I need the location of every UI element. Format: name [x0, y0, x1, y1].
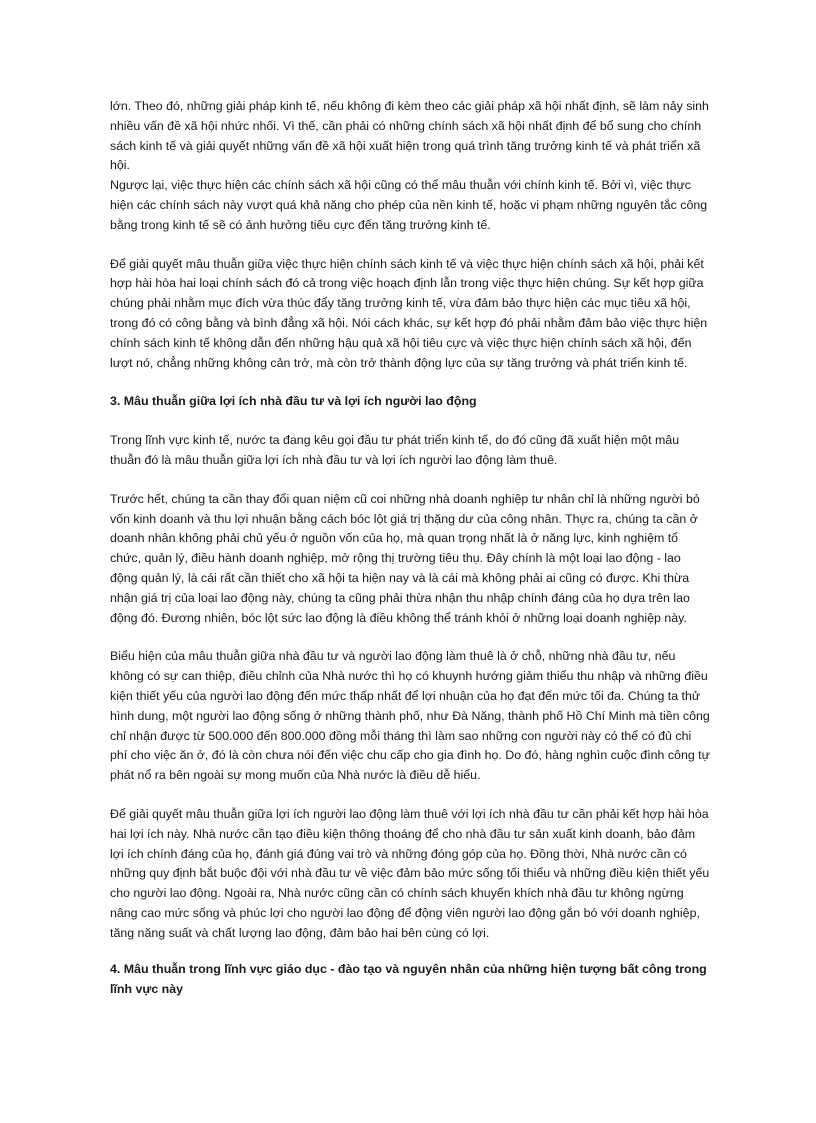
section-heading-3: 3. Mâu thuẫn giữa lợi ích nhà đầu tư và lợi ích người lao động — [110, 394, 477, 409]
paragraph-conflict-resolution: Để giải quyết mâu thuẫn giữa lợi ích người lao động làm thuê với lợi ích nhà đầu tư cần phải kết hợp hài hòa hai lợi ích này. Nhà nước cần tạo điều kiện thông thoáng để cho nhà đầu tư sản xuất kinh doanh, bảo đảm lợi ích chính đáng của họ, đánh giá đúng vai trò và những đóng góp của họ. Đồng thời, Nhà nước cần có những quy định bắt buộc đội với nhà đầu tư về việc đảm bảo mức sống tối thiểu và những điều kiện thiết yếu cho người lao động. Ngoài ra, Nhà nước cũng cần có chính sách khuyến khích nhà đầu tư không ngừng nâng cao mức sống và phúc lợi cho người lao động để động viên người lao động gắn bó với doanh nghiệp, tăng năng suất và chất lượng lao động, đảm bảo hai bên cùng có lợi. — [110, 806, 710, 940]
paragraph-conflict-expression: Biểu hiện của mâu thuẫn giữa nhà đầu tư và người lao động làm thuê là ở chỗ, những nhà đầu tư, nếu không có sự can thiệp, điều chỉnh của Nhà nước thì họ có khuynh hướng giảm thiểu thu nhập và những điều kiện thiết yếu của người lao động đến mức thấp nhất để lợi nhuận của họ đạt đến mức tối đa. Chúng ta thử hình dung, một người lao động sống ở những thành phố, như Đà Năng, thành phố Hồ Chí Minh mà tiền công chỉ nhận được từ 500.000 đến 800.000 đồng mỗi tháng thì làm sao những con người này có thể có đủ chi phí cho việc ăn ở, đó là còn chưa nói đến việc chu cấp cho gia đình họ. Do đó, hàng nghìn cuộc đình công tự phát nổ ra bên ngoài sự mong muốn của Nhà nước là điều dễ hiểu. — [110, 649, 710, 783]
paragraph-social-policy-intro: lớn. Theo đó, những giải pháp kinh tế, nếu không đi kèm theo các giải pháp xã hội nhất định, sẽ làm nảy sinh nhiều vấn đề xã hội nhức nhối. Vì thế, cần phải có những chính sách xã hội nhất định để bổ sung cho chính sách kinh tế và giải quyết những vấn đề xã hội xuất hiện trong quá trình tăng trưởng kinh tế và phát triển xã hội. — [110, 99, 709, 173]
paragraph-investor-worker-intro: Trong lĩnh vực kinh tế, nước ta đang kêu gọi đầu tư phát triển kinh tế, do đó cũng đã xuất hiện một mâu thuẫn đó là mâu thuẫn giữa lợi ích nhà đầu tư và lợi ích người lao động làm thuê. — [110, 433, 680, 467]
paragraph-entrepreneur-view: Trước hết, chúng ta cần thay đổi quan niệm cũ coi những nhà doanh nghiệp tư nhân chỉ là những người bỏ vốn kinh doanh và thu lợi nhuận bằng cách bóc lột giá trị thặng dư của công nhân. Thực ra, chúng ta cần ở doanh nhân không phải chủ yếu ở nguồn vốn của họ, mà quan trọng nhất là ở năng lực, kinh nghiệm tổ chức, quản lý, điều hành doanh nghiệp, mở rộng thị trường tiêu thụ. Đây chính là một loại lao động - lao động quản lý, là cái rất cần thiết cho xã hội ta hiện nay và là cái mà không phải ai cũng có được. Khi thừa nhận giá trị của loại lao động này, chúng ta cũng phải thừa nhận thu nhập chính đáng của họ dựa trên lao động đó. Đương nhiên, bóc lột sức lao động là điều không thể tránh khỏi ở những loại doanh nghiệp này. — [110, 491, 700, 625]
paragraph-social-policy-conflict: Ngược lại, việc thực hiện các chính sách xã hội cũng có thể mâu thuẫn với chính kinh tế. Bởi vì, việc thực hiện các chính sách này vượt quá khả năng cho phép của nền kinh tế, hoặc vi phạm những nguyên tắc công bằng trong kinh tế sẽ có ảnh hưởng tiêu cực đến tăng trưởng kinh tế. — [110, 178, 708, 232]
document-page — [110, 97, 710, 1000]
paragraph-policy-harmony: Để giải quyết mâu thuẫn giữa việc thực hiện chính sách kinh tế và việc thực hiện chính sách xã hội, phải kết hợp hài hòa hai loại chính sách đó cả trong việc hoạch định lẫn trong việc thực hiện chúng. Sự kết hợp giữa chúng phải nhằm mục đích vừa thúc đẩy tăng trưởng kinh tế, vừa đảm bảo thực hiện các mục tiêu xã hội, trong đó có công bằng và bình đẳng xã hội. Nói cách khác, sự kết hợp đó phải nhằm đảm bảo việc thực hiện chính sách kinh tế không dẫn đến những hậu quả xã hội tiêu cực và việc thực hiện chính sách xã hội, đến lượt nó, chẳng những không cản trở, mà còn trở thành động lực của sự tăng trưởng và phát triển kinh tế. — [110, 256, 708, 370]
section-heading-4: 4. Mâu thuẫn trong lĩnh vực giáo dục - đào tạo và nguyên nhân của những hiện tượng bất công trong lĩnh vực này — [110, 962, 707, 997]
